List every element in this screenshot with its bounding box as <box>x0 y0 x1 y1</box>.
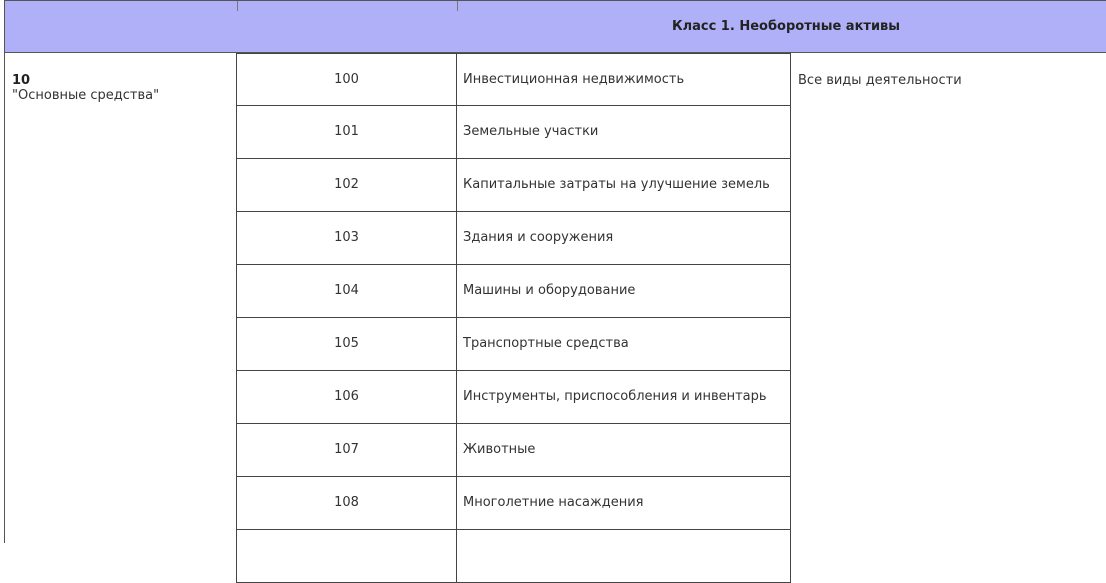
account-name: Инвестиционная недвижимость <box>456 53 791 106</box>
account-name: Здания и сооружения <box>456 212 791 265</box>
class-header <box>4 0 1106 53</box>
account-code: 104 <box>236 265 456 318</box>
table-row <box>236 53 791 106</box>
table-row <box>236 530 791 583</box>
activity-scope: Все виды деятельности <box>798 73 962 88</box>
table-row <box>236 477 791 530</box>
account-code: 101 <box>236 106 456 159</box>
account-code: 100 <box>236 53 456 106</box>
account-code: 105 <box>236 318 456 371</box>
header-divider <box>237 1 238 11</box>
account-code <box>236 530 456 583</box>
account-name: Многолетние насаждения <box>456 477 791 530</box>
account-name: Инструменты, приспособления и инвентарь <box>456 371 791 424</box>
header-divider <box>457 1 458 11</box>
account-code: 108 <box>236 477 456 530</box>
account-name: Капитальные затраты на улучшение земель <box>456 159 791 212</box>
account-group-cell <box>4 53 236 543</box>
group-code: 10 <box>12 73 31 88</box>
account-name: Животные <box>456 424 791 477</box>
account-code: 106 <box>236 371 456 424</box>
table-row <box>236 318 791 371</box>
account-name: Машины и оборудование <box>456 265 791 318</box>
account-code: 107 <box>236 424 456 477</box>
table-row <box>236 212 791 265</box>
table-row <box>236 106 791 159</box>
table-row <box>236 265 791 318</box>
table-row <box>236 159 791 212</box>
account-code: 102 <box>236 159 456 212</box>
account-name: Земельные участки <box>456 106 791 159</box>
account-name: Транспортные средства <box>456 318 791 371</box>
table-row <box>236 371 791 424</box>
account-name <box>456 530 791 583</box>
account-code: 103 <box>236 212 456 265</box>
group-name: "Основные средства" <box>12 88 160 103</box>
class-title: Класс 1. Необоротные активы <box>671 19 901 34</box>
table-row <box>236 424 791 477</box>
